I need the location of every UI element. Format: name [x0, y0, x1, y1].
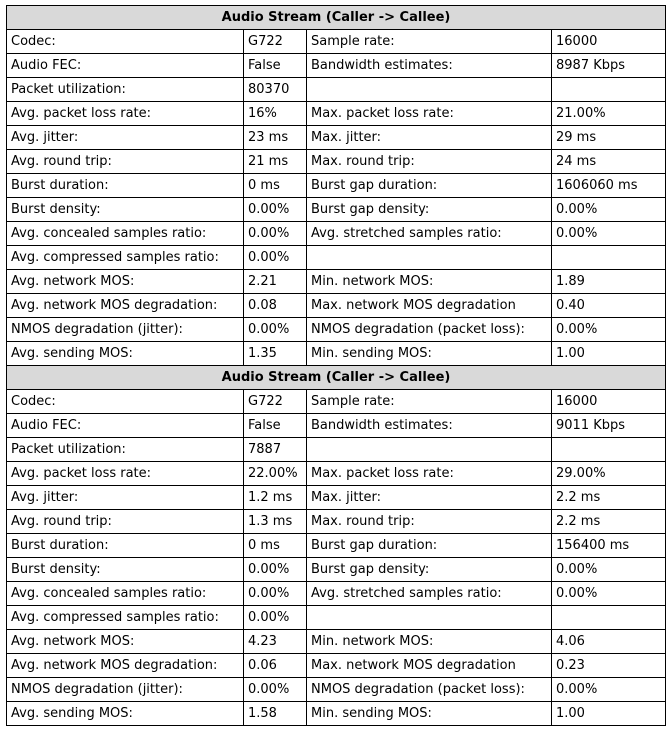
- metric-label: Avg. network MOS degradation:: [7, 654, 244, 678]
- metric-value: [552, 246, 666, 270]
- table-row: [7, 318, 666, 342]
- metric-label: Avg. concealed samples ratio:: [7, 222, 244, 246]
- metric-label: NMOS degradation (jitter):: [7, 678, 244, 702]
- table-row: [7, 510, 666, 534]
- metric-label: [307, 78, 552, 102]
- metric-value: [552, 438, 666, 462]
- metric-label: Avg. packet loss rate:: [7, 102, 244, 126]
- metric-value: 8987 Kbps: [552, 54, 666, 78]
- metric-value: 2.21: [244, 270, 307, 294]
- table-row: [7, 486, 666, 510]
- metric-value: 0.00%: [244, 606, 307, 630]
- metric-value: 0.00%: [552, 678, 666, 702]
- metric-value: 0 ms: [244, 534, 307, 558]
- metric-label: Burst density:: [7, 558, 244, 582]
- metric-value: 2.2 ms: [552, 486, 666, 510]
- table-row: [7, 174, 666, 198]
- table-row: [7, 342, 666, 366]
- metric-label: Audio FEC:: [7, 414, 244, 438]
- section-header-row: [7, 6, 666, 30]
- metric-label: Min. network MOS:: [307, 270, 552, 294]
- metric-value: G722: [244, 390, 307, 414]
- metric-label: Max. round trip:: [307, 510, 552, 534]
- metric-value: False: [244, 414, 307, 438]
- table-row: [7, 150, 666, 174]
- table-row: [7, 630, 666, 654]
- table-row: [7, 102, 666, 126]
- metric-label: Avg. sending MOS:: [7, 342, 244, 366]
- metric-label: NMOS degradation (jitter):: [7, 318, 244, 342]
- metric-label: Min. sending MOS:: [307, 342, 552, 366]
- table-row: [7, 606, 666, 630]
- metric-label: Burst duration:: [7, 174, 244, 198]
- metric-value: G722: [244, 30, 307, 54]
- metric-label: Avg. compressed samples ratio:: [7, 246, 244, 270]
- metric-value: 1.00: [552, 702, 666, 726]
- metric-label: Avg. network MOS:: [7, 630, 244, 654]
- metric-label: Avg. compressed samples ratio:: [7, 606, 244, 630]
- metric-label: Packet utilization:: [7, 78, 244, 102]
- metric-value: 1.3 ms: [244, 510, 307, 534]
- table-row: [7, 78, 666, 102]
- metric-value: 0.00%: [244, 318, 307, 342]
- metric-value: 16000: [552, 390, 666, 414]
- table-row: [7, 654, 666, 678]
- metric-label: [307, 606, 552, 630]
- metric-label: Codec:: [7, 30, 244, 54]
- table-row: [7, 534, 666, 558]
- metric-value: 2.2 ms: [552, 510, 666, 534]
- metric-label: Avg. packet loss rate:: [7, 462, 244, 486]
- metric-label: Sample rate:: [307, 30, 552, 54]
- metric-label: Max. network MOS degradation: [307, 654, 552, 678]
- metric-value: 0.23: [552, 654, 666, 678]
- metric-value: 29.00%: [552, 462, 666, 486]
- metric-value: 156400 ms: [552, 534, 666, 558]
- metric-value: 23 ms: [244, 126, 307, 150]
- metric-value: 16000: [552, 30, 666, 54]
- section-header-row: [7, 366, 666, 390]
- metric-value: 29 ms: [552, 126, 666, 150]
- table-row: [7, 462, 666, 486]
- table-row: [7, 558, 666, 582]
- metric-value: 80370: [244, 78, 307, 102]
- metric-label: NMOS degradation (packet loss):: [307, 678, 552, 702]
- metric-value: 1.00: [552, 342, 666, 366]
- metric-label: Avg. jitter:: [7, 126, 244, 150]
- metric-label: Avg. jitter:: [7, 486, 244, 510]
- metric-label: Max. packet loss rate:: [307, 462, 552, 486]
- metric-label: Bandwidth estimates:: [307, 414, 552, 438]
- table-row: [7, 678, 666, 702]
- table-row: [7, 30, 666, 54]
- metric-value: 0.06: [244, 654, 307, 678]
- metric-value: 0.00%: [244, 246, 307, 270]
- metric-value: 0.00%: [552, 558, 666, 582]
- metric-label: [307, 438, 552, 462]
- table-row: [7, 582, 666, 606]
- metric-value: 4.23: [244, 630, 307, 654]
- metric-label: Max. round trip:: [307, 150, 552, 174]
- metric-label: Max. network MOS degradation: [307, 294, 552, 318]
- metric-value: 0.00%: [244, 558, 307, 582]
- metric-label: Avg. sending MOS:: [7, 702, 244, 726]
- metric-label: Burst gap duration:: [307, 174, 552, 198]
- table-row: [7, 246, 666, 270]
- metric-value: 0.40: [552, 294, 666, 318]
- metric-value: 0.00%: [552, 582, 666, 606]
- metric-value: 0.00%: [244, 198, 307, 222]
- metric-label: Avg. stretched samples ratio:: [307, 222, 552, 246]
- metric-value: 7887: [244, 438, 307, 462]
- metric-value: 1.89: [552, 270, 666, 294]
- metric-label: Burst gap density:: [307, 558, 552, 582]
- metric-label: Burst duration:: [7, 534, 244, 558]
- metric-value: 0.00%: [244, 678, 307, 702]
- metric-label: Avg. network MOS degradation:: [7, 294, 244, 318]
- metric-label: Avg. network MOS:: [7, 270, 244, 294]
- metric-value: 21 ms: [244, 150, 307, 174]
- metric-label: Burst gap density:: [307, 198, 552, 222]
- metric-label: Packet utilization:: [7, 438, 244, 462]
- metric-label: Min. sending MOS:: [307, 702, 552, 726]
- table-row: [7, 54, 666, 78]
- table-row: [7, 702, 666, 726]
- metric-value: 9011 Kbps: [552, 414, 666, 438]
- metric-label: Avg. concealed samples ratio:: [7, 582, 244, 606]
- metric-value: 0.00%: [244, 582, 307, 606]
- metric-label: Max. packet loss rate:: [307, 102, 552, 126]
- metric-value: 1.2 ms: [244, 486, 307, 510]
- metric-value: [552, 78, 666, 102]
- metric-value: 0.00%: [552, 198, 666, 222]
- metric-value: [552, 606, 666, 630]
- metric-value: 0.00%: [552, 222, 666, 246]
- metric-value: 1.35: [244, 342, 307, 366]
- metric-label: Sample rate:: [307, 390, 552, 414]
- metric-label: Max. jitter:: [307, 126, 552, 150]
- table-row: [7, 438, 666, 462]
- metric-label: Audio FEC:: [7, 54, 244, 78]
- metric-value: 1606060 ms: [552, 174, 666, 198]
- metric-label: Burst density:: [7, 198, 244, 222]
- audio-stream-stats-table: [6, 5, 666, 726]
- table-row: [7, 222, 666, 246]
- metric-value: 0.00%: [552, 318, 666, 342]
- metric-value: 0.00%: [244, 222, 307, 246]
- metric-value: 4.06: [552, 630, 666, 654]
- section-title: Audio Stream (Caller -> Callee): [7, 366, 666, 390]
- table-row: [7, 126, 666, 150]
- metric-value: 21.00%: [552, 102, 666, 126]
- metric-label: Avg. round trip:: [7, 510, 244, 534]
- metric-value: 0.08: [244, 294, 307, 318]
- metric-value: 22.00%: [244, 462, 307, 486]
- metric-value: 0 ms: [244, 174, 307, 198]
- section-title: Audio Stream (Caller -> Callee): [7, 6, 666, 30]
- metric-label: Bandwidth estimates:: [307, 54, 552, 78]
- metric-label: NMOS degradation (packet loss):: [307, 318, 552, 342]
- metric-label: Max. jitter:: [307, 486, 552, 510]
- metric-value: False: [244, 54, 307, 78]
- metric-label: Min. network MOS:: [307, 630, 552, 654]
- table-row: [7, 390, 666, 414]
- table-row: [7, 294, 666, 318]
- table-row: [7, 198, 666, 222]
- table-row: [7, 414, 666, 438]
- metric-label: Avg. round trip:: [7, 150, 244, 174]
- metric-value: 1.58: [244, 702, 307, 726]
- metric-label: Codec:: [7, 390, 244, 414]
- metric-value: 16%: [244, 102, 307, 126]
- metric-value: 24 ms: [552, 150, 666, 174]
- table-row: [7, 270, 666, 294]
- metric-label: Avg. stretched samples ratio:: [307, 582, 552, 606]
- metric-label: Burst gap duration:: [307, 534, 552, 558]
- metric-label: [307, 246, 552, 270]
